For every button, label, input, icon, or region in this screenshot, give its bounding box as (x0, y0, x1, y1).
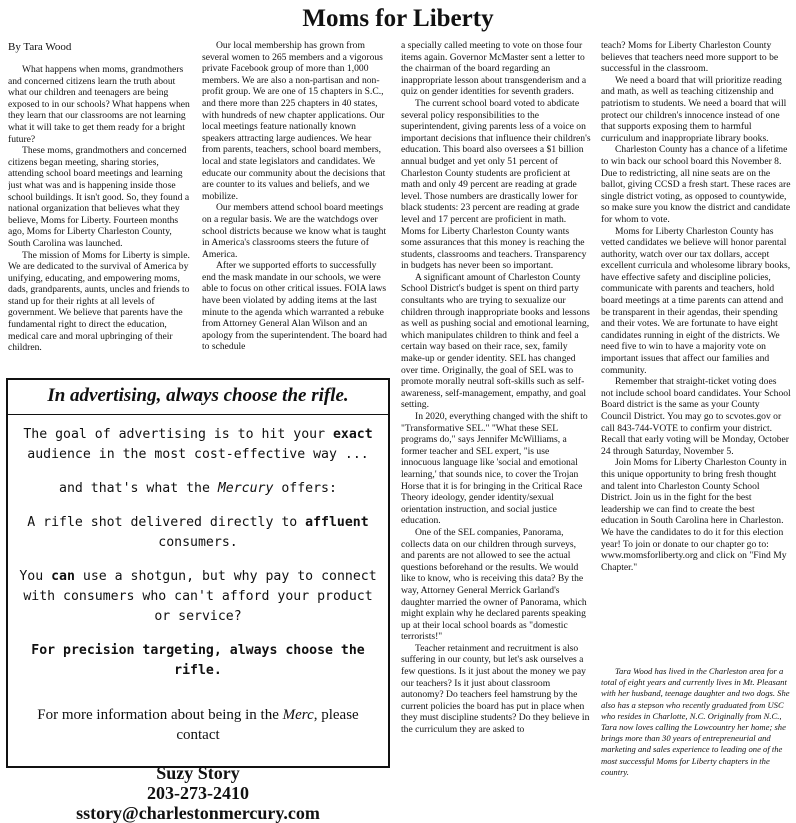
article-column-1 (8, 40, 194, 358)
ad-text: A rifle shot delivered directly to (27, 515, 306, 530)
ad-emphasis: affluent (305, 515, 369, 530)
ad-text: consumers. (158, 535, 238, 550)
paragraph: Remember that straight-ticket voting does not include school board candidates. Your School Board district is the same as your County Council District. You may go to scvotes.gov or call 843-744-VOTE to confirm your district. Recall that early voting will be Monday, October 24 through Saturday, November 5. (601, 376, 791, 457)
ad-emphasis: can (51, 569, 75, 584)
ad-body (8, 415, 388, 681)
ad-text: For more information about being in the (37, 707, 283, 723)
advertisement-box (6, 378, 390, 823)
ad-line-4 (14, 567, 382, 627)
ad-line-5: For precision targeting, always choose the rifle. (31, 643, 365, 678)
paragraph: Our local membership has grown from several women to 265 members and a vigorous private Facebook group of more than 1,000 members. We are also a non-partisan and non-profit group. We are one of 15 chapters in S.C., and there more than 225 chapters in 40 states, with hundreds of new chapter applications. Our local meetings feature nationally known speakers attracting large audiences. We hear from parents, teachers, school board members, local and state legislators and candidates. We educate our community about the decisions that are counter to its values and beliefs, and we mobilize. (202, 40, 386, 202)
contact-email: sstory@charlestonmercury.com (76, 803, 320, 823)
paragraph: Teacher retainment and recruitment is also suffering in our county, but let's ask ourselves a few questions. Is it just about the money we pay our teachers? Is it just about classroom autonomy? Do teachers feel hamstrung by the current policies the board has put in place when they must discipline students? Do they believe in the curriculum they are asked to (401, 642, 590, 736)
byline: By Tara Wood (8, 41, 72, 53)
article-column-3 (401, 40, 591, 774)
paragraph: A significant amount of Charleston County School District's budget is spent on third party consultants who are trying to sexualize our children through inappropriate books and lessons as well as pushing social and emotional learning, which manipulates children to think and feel a certain way based on their race, sex, family make-up or gender identity. SEL has changed over time. Originally, the goal of SEL was to promote morally neutral soft-skills such as self-awareness, self-management, empathy, and goal setting. (401, 271, 590, 411)
paragraph: Our members attend school board meetings on a regular basis. We are the watchdogs over school districts because we know what is taught in America's classrooms steers the future of America. (202, 202, 387, 260)
ad-text: and that's what the (59, 481, 218, 496)
ad-text: audience in the most cost-effective way ... (27, 447, 369, 462)
article-title: Moms for Liberty (302, 5, 494, 32)
ad-text: You (19, 569, 52, 584)
article-column-2 (202, 40, 390, 366)
ad-text: use a shotgun, but why pay to connect with consumers who can't afford your product or service? (23, 569, 377, 624)
ad-line-1 (14, 425, 382, 465)
paragraph: These moms, grandmothers and concerned citizens began meeting, sharing stories, attending school board meetings and learning just what was and is happening inside those school buildings. It isn't good. So, they found a national organization that believes what they believe, Moms for Liberty. Fourteen months ago, Moms for Liberty Charleston County, South Carolina was launched. (8, 145, 190, 249)
paragraph: We need a board that will prioritize reading and math, as well as teaching citizenship and patriotism to students. We need a board that will protect our children's innocence instead of one that supports exposing them to harmful curriculum and inappropriate library books. (601, 74, 787, 144)
ad-contact-text (18, 705, 378, 745)
ad-emphasis: Merc (282, 707, 314, 723)
paragraph: One of the SEL companies, Panorama, collects data on our children through surveys, and parents are not allowed to see the actual questions beforehand or the results. We would like to know, who is receiving this data? By the way, Attorney General Merrick Garland's daughter married the owner of Panorama, which might explain why he declared parents speaking up at their local school boards as "domestic terrorists!" (401, 526, 587, 643)
article-column-4 (601, 40, 791, 610)
ad-headline: In advertising, always choose the rifle. (8, 384, 388, 415)
ad-emphasis: exact (332, 427, 373, 442)
ad-contact (8, 705, 388, 823)
contact-name: Suzy Story (156, 763, 240, 783)
paragraph: In 2020, everything changed with the shift to "Transformative SEL." "What these SEL programs do," says Jennifer McWilliams, a former teacher and SEL expert, "is use innocuous language like 'social and emotional learning,' that sounds nice, to cover the Trojan Horse that it is for bringing in the Critical Race Theory ideology, gender identity/sexual orientation instruction, and social justice education. (401, 411, 588, 527)
paragraph: What happens when moms, grandmothers and concerned citizens learn the truth about what our children and teenagers are being exposed to in our schools? What happens when they learn that our classrooms are not learning what it will take to get them ready for a bright future? (8, 64, 190, 145)
paragraph: teach? Moms for Liberty Charleston County believes that teachers need more support to be successful in the classroom. (601, 40, 779, 75)
bio-text: Tara Wood has lived in the Charleston area for a total of eight years and currently lives in Mt. Pleasant with her husband, teenage daughter and two dogs. She also has a stepson who recently graduated from USC who resides in Charlotte, N.C. Originally from N.C., Tara now loves calling the Lowcountry her home; she brings more than 30 years of entrepreneurial and marketing and sales experience to leading one of the most successful Moms for Liberty chapters in the country. (601, 666, 790, 777)
ad-line-2 (14, 479, 382, 499)
paragraph: The current school board voted to abdicate several policy responsibilities to the superintendent, giving parents less of a voice on important decisions that influence their children's education. This board also oversees a $1 billion annual budget and yet only 51 percent of Charleston County students are proficient at math and only 49 percent are reading at grade level. Those numbers are drastically lower for black students: 23 percent are reading at grade level and 17 percent are proficient in math. Moms for Liberty Charleston County wants some assurances that this money is reaching the students, classrooms and teachers. Transparency in budgets has never been so important. (401, 97, 591, 272)
paragraph: Join Moms for Liberty Charleston County in this unique opportunity to bring fresh thought and talent into Charleston County School District. Join us in the fight for the best leadership we can find to create the best education in South Carolina here in Charleston. We have the candidates to do it for this election year! To join or donate to our chapter go to: www.momsforliberty.org and click on "Find My Chapter." (601, 457, 787, 573)
paragraph: After we supported efforts to successfully end the mask mandate in our schools, we were able to focus on other critical issues. FOIA laws have been violated by adding items at the last minute to the agenda which warranted a rebuke from Attorney General Alan Wilson and an apology from the superintendent. The board had to schedule (202, 260, 387, 353)
ad-line-3 (14, 513, 382, 553)
paragraph: a specially called meeting to vote on those four items again. Governor McMaster sent a letter to the chairman of the board regarding an inappropriate lesson about transgenderism and a quiz on gender identities for seventh graders. (401, 40, 587, 98)
ad-text: The goal of advertising is to hit your (23, 427, 333, 442)
paragraph: Moms for Liberty Charleston County has vetted candidates we believe will honor parental authority, watch over our tax dollars, accept excellent curricula and wholesome library books, have effective safety and discipline policies, communicate with parents and teachers, hold board meetings at a time parents can attend and be transparent in their agendas, their spending and their votes. We are fortunate to have eight candidates running in eight of the districts. We need five to win to have a majority vote on important issues that affect our families and community. (601, 225, 791, 376)
author-bio (601, 666, 791, 778)
ad-emphasis: Mercury (217, 481, 274, 496)
paragraph: The mission of Moms for Liberty is simple. We are dedicated to the survival of America by unifying, educating, and empowering moms, dads, grandparents, aunts, uncles and friends to stand up for their rights at all levels of government. We believe that parents have the fundamental right to direct the education, medical care and moral upbringing of their children. (8, 249, 190, 354)
ad-text: offers: (273, 481, 337, 496)
contact-phone: 203-273-2410 (147, 783, 249, 803)
paragraph: Charleston County has a chance of a lifetime to win back our school board this November 8. Due to redistricting, all nine seats are on the ballot, giving CCSD a fresh start. These races are single district voting, as opposed to countywide, so make sure you know the district and candidate for whom to vote. (601, 144, 791, 225)
ad-text: , please contact (176, 707, 359, 743)
